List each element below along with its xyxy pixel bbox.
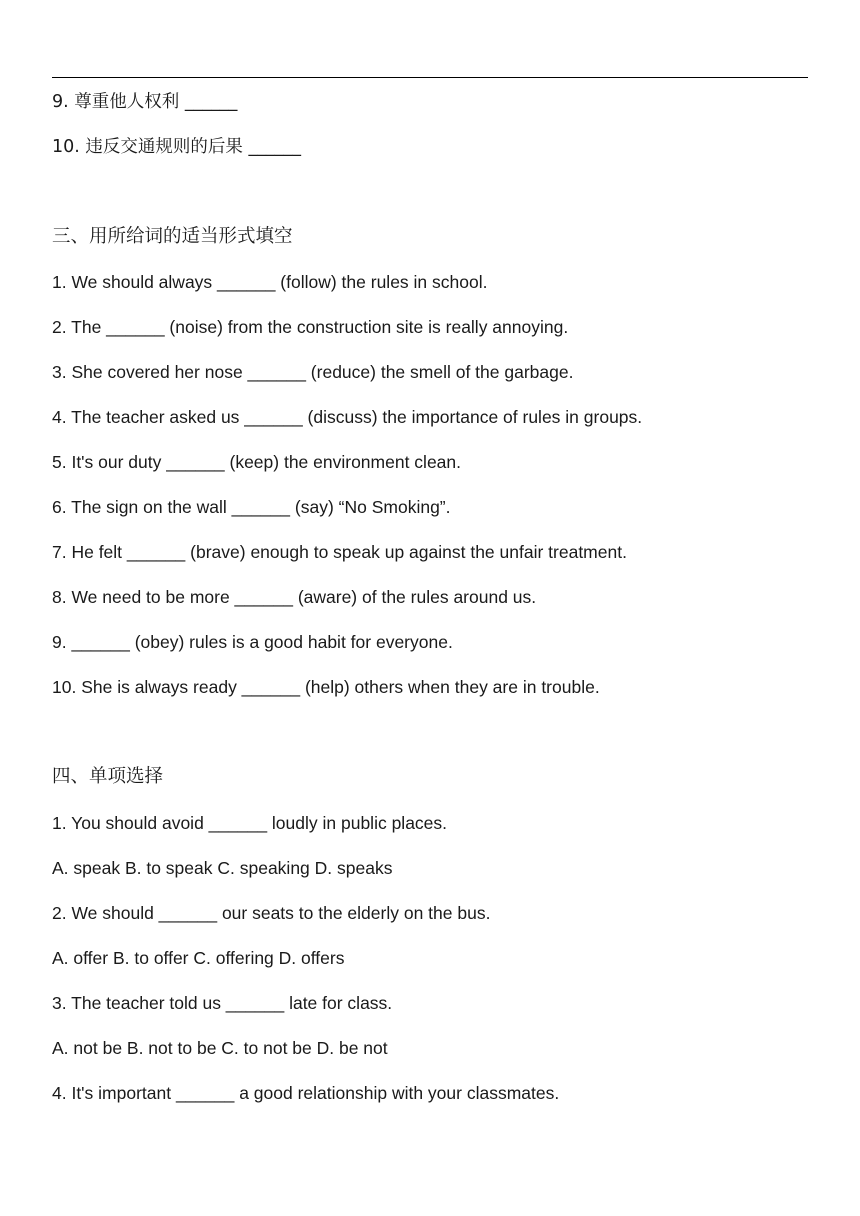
section4-options-2: A. offer B. to offer C. offering D. offers bbox=[52, 948, 345, 968]
section3-heading: 三、用所给词的适当形式填空 bbox=[52, 226, 293, 247]
section3-item-1: 1. We should always ______ (follow) the rules in school. bbox=[52, 272, 488, 292]
section4-question-4: 4. It's important ______ a good relationship with your classmates. bbox=[52, 1083, 560, 1103]
section4-heading: 四、单项选择 bbox=[52, 766, 164, 787]
section4-question-2: 2. We should ______ our seats to the elderly on the bus. bbox=[52, 903, 491, 923]
section4-question-1: 1. You should avoid ______ loudly in public places. bbox=[52, 813, 448, 833]
section3-item-2: 2. The ______ (noise) from the construction site is really annoying. bbox=[52, 317, 569, 337]
section4-options-3: A. not be B. not to be C. to not be D. be not bbox=[52, 1038, 388, 1058]
section3-item-3: 3. She covered her nose ______ (reduce) the smell of the garbage. bbox=[52, 362, 574, 382]
section3-item-7: 7. He felt ______ (brave) enough to speak up against the unfair treatment. bbox=[52, 542, 627, 562]
section2-item-10: 10. 违反交通规则的后果 ______ bbox=[52, 137, 301, 157]
header-rule bbox=[52, 77, 808, 78]
section3-item-9: 9. ______ (obey) rules is a good habit for everyone. bbox=[52, 632, 453, 652]
section3-item-6: 6. The sign on the wall ______ (say) “No Smoking”. bbox=[52, 497, 451, 517]
section4-options-1: A. speak B. to speak C. speaking D. speaks bbox=[52, 858, 393, 878]
section3-item-8: 8. We need to be more ______ (aware) of the rules around us. bbox=[52, 587, 537, 607]
section3-item-4: 4. The teacher asked us ______ (discuss) the importance of rules in groups. bbox=[52, 407, 643, 427]
section3-item-10: 10. She is always ready ______ (help) others when they are in trouble. bbox=[52, 677, 600, 697]
section2-item-9: 9. 尊重他人权利 ______ bbox=[52, 92, 238, 112]
section3-item-5: 5. It's our duty ______ (keep) the environment clean. bbox=[52, 452, 462, 472]
section4-question-3: 3. The teacher told us ______ late for class. bbox=[52, 993, 393, 1013]
